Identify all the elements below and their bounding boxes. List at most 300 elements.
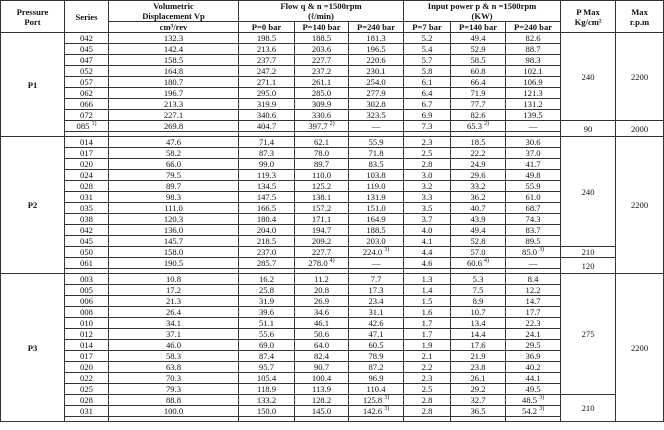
value-cell-f0-value: 118.9 bbox=[256, 384, 277, 394]
value-cell-f0-value: 285.7 bbox=[256, 258, 277, 268]
value-cell-f0 bbox=[239, 44, 295, 55]
value-cell-f140 bbox=[295, 159, 349, 170]
value-cell-f140 bbox=[295, 285, 349, 296]
value-cell-p7 bbox=[404, 318, 451, 329]
value-cell-f240 bbox=[349, 99, 404, 110]
value-cell-p140 bbox=[451, 55, 506, 66]
value-cell-p7 bbox=[404, 307, 451, 318]
value-cell-f140-value: 11.2 bbox=[314, 274, 329, 284]
value-cell-f0 bbox=[239, 247, 295, 258]
value-cell-disp bbox=[109, 99, 239, 110]
value-cell-f0-value: 180.4 bbox=[256, 214, 277, 224]
value-cell-p240 bbox=[506, 362, 561, 373]
value-cell-f240-value: 110.4 bbox=[366, 384, 386, 394]
table-row bbox=[1, 137, 664, 148]
value-cell-p140-value: 49.4 bbox=[470, 225, 486, 235]
value-cell-f140 bbox=[295, 181, 349, 192]
value-cell-p240-value: 29.5 bbox=[525, 340, 541, 350]
value-cell-disp bbox=[109, 159, 239, 170]
value-cell-f240 bbox=[349, 203, 404, 214]
value-cell-p240-value: 48.5 bbox=[522, 395, 538, 405]
value-cell-p140 bbox=[451, 296, 506, 307]
value-cell-p7-value: 1.4 bbox=[421, 285, 433, 295]
value-cell-p240 bbox=[506, 285, 561, 296]
series-cell-value: 031 bbox=[80, 192, 93, 202]
value-cell-p240-value: 55.9 bbox=[525, 181, 541, 191]
value-cell-disp bbox=[109, 225, 239, 236]
value-cell-f140 bbox=[295, 395, 349, 406]
value-cell-p240-value: 12.2 bbox=[525, 285, 541, 295]
series-cell-value: 045 bbox=[80, 236, 93, 246]
value-cell-disp bbox=[109, 340, 239, 351]
value-cell-f140-value: 188.5 bbox=[311, 33, 332, 43]
value-cell-f140 bbox=[295, 170, 349, 181]
series-cell bbox=[65, 214, 109, 225]
series-cell-value: 017 bbox=[80, 351, 93, 361]
value-cell-p140-value: 13.4 bbox=[470, 318, 486, 328]
value-cell-p140 bbox=[451, 247, 506, 258]
value-cell-f240-value: 196.5 bbox=[366, 44, 386, 54]
value-cell-disp-value: 21.3 bbox=[165, 296, 182, 306]
value-cell-p7 bbox=[404, 395, 451, 406]
value-cell-disp-value: 37.1 bbox=[165, 329, 182, 339]
value-cell-p7 bbox=[404, 362, 451, 373]
value-cell-p140-value: 77.7 bbox=[470, 99, 486, 109]
value-cell-disp-value: 70.3 bbox=[165, 373, 182, 383]
value-cell-p140 bbox=[451, 225, 506, 236]
series-cell-value: 052 bbox=[80, 66, 93, 76]
value-cell-disp bbox=[109, 148, 239, 159]
value-cell-p7-value: 3.2 bbox=[421, 181, 433, 191]
pressure-port-p3: P3 bbox=[1, 274, 65, 422]
value-cell-p140-value: 21.9 bbox=[470, 351, 486, 361]
series-cell bbox=[65, 203, 109, 214]
value-cell-f240-value: 71.8 bbox=[368, 148, 384, 158]
value-cell-f140-value: 89.7 bbox=[313, 159, 330, 169]
value-cell-disp-value: 79.5 bbox=[165, 170, 182, 180]
value-cell-f0 bbox=[239, 285, 295, 296]
value-cell-f240-value: 78.9 bbox=[368, 351, 384, 361]
value-cell-p7-value: 3.3 bbox=[421, 192, 433, 202]
value-cell-disp-value: 158.5 bbox=[163, 55, 184, 65]
value-cell-f0 bbox=[239, 395, 295, 406]
value-cell-p140-value: 32.7 bbox=[470, 395, 486, 405]
value-cell-f0-value: 16.2 bbox=[258, 274, 275, 284]
series-cell-value: 014 bbox=[80, 137, 93, 147]
value-cell-p140 bbox=[451, 170, 506, 181]
value-cell-p7-value: 1.7 bbox=[421, 329, 433, 339]
value-cell-f140 bbox=[295, 33, 349, 44]
value-cell-p7 bbox=[404, 225, 451, 236]
value-cell-f140-value: 34.6 bbox=[313, 307, 330, 317]
value-cell-f0-value: 271.1 bbox=[256, 77, 277, 87]
value-cell-f140-value: 46.1 bbox=[313, 318, 330, 328]
value-cell-f0-value: 147.5 bbox=[256, 192, 277, 202]
value-cell-f0-value: 71.4 bbox=[258, 137, 275, 147]
value-cell-f140-value: 110.0 bbox=[311, 170, 332, 180]
value-cell-f0 bbox=[239, 159, 295, 170]
value-cell-disp-value: 26.4 bbox=[165, 307, 182, 317]
value-cell-f0 bbox=[239, 33, 295, 44]
max-rpm-value: 2200 bbox=[616, 137, 664, 274]
value-cell-f240 bbox=[349, 214, 404, 225]
series-cell bbox=[65, 55, 109, 66]
value-cell-f0 bbox=[239, 137, 295, 148]
value-cell-p140 bbox=[451, 192, 506, 203]
value-cell-p7-value: 1.7 bbox=[421, 318, 433, 328]
value-cell-p7 bbox=[404, 203, 451, 214]
value-cell-f0 bbox=[239, 110, 295, 121]
value-cell-p240-value: 106.9 bbox=[523, 77, 543, 87]
value-cell-f140-value: 171.1 bbox=[311, 214, 332, 224]
value-cell-f0-value: 237.7 bbox=[256, 55, 277, 65]
value-cell-p240-value: 41.7 bbox=[525, 159, 541, 169]
max-rpm-value: 2200 bbox=[616, 274, 664, 422]
value-cell-f0 bbox=[239, 88, 295, 99]
value-cell-p240-value: 61.0 bbox=[525, 192, 541, 202]
value-cell-f240 bbox=[349, 307, 404, 318]
value-cell-p240 bbox=[506, 236, 561, 247]
value-cell-disp-value: 190.5 bbox=[163, 258, 184, 268]
header-pmax: P Max Kg/cm² bbox=[561, 1, 616, 33]
spacer-cell bbox=[451, 417, 506, 422]
pmax-value: 120 bbox=[561, 258, 616, 274]
value-cell-disp bbox=[109, 192, 239, 203]
value-cell-p140-value: 43.9 bbox=[470, 214, 486, 224]
value-cell-f0-value: 105.4 bbox=[256, 373, 277, 383]
pmax-value: 240 bbox=[561, 33, 616, 121]
value-cell-p140-value: 23.8 bbox=[470, 362, 486, 372]
value-cell-disp bbox=[109, 247, 239, 258]
header-flow-p140: P=140 bar bbox=[295, 22, 349, 33]
series-cell bbox=[65, 77, 109, 88]
value-cell-p140-value: 7.5 bbox=[472, 285, 484, 295]
table-row bbox=[1, 247, 664, 258]
value-cell-p140 bbox=[451, 340, 506, 351]
value-cell-f140-value: 128.2 bbox=[311, 395, 332, 405]
value-cell-f240-value: 151.0 bbox=[366, 203, 386, 213]
value-cell-f0-value: 237.0 bbox=[256, 247, 277, 257]
value-cell-f140 bbox=[295, 296, 349, 307]
value-cell-f240 bbox=[349, 351, 404, 362]
value-cell-p140 bbox=[451, 318, 506, 329]
value-cell-p7-value: 1.6 bbox=[421, 307, 433, 317]
value-cell-p7-value: 2.3 bbox=[421, 137, 433, 147]
value-cell-disp bbox=[109, 236, 239, 247]
value-cell-f140 bbox=[295, 236, 349, 247]
value-cell-p7 bbox=[404, 340, 451, 351]
value-cell-p240 bbox=[506, 340, 561, 351]
value-cell-disp bbox=[109, 395, 239, 406]
value-cell-p240 bbox=[506, 77, 561, 88]
value-cell-disp-value: 111.0 bbox=[164, 203, 183, 213]
value-cell-f0 bbox=[239, 406, 295, 417]
value-cell-f140 bbox=[295, 77, 349, 88]
value-cell-p140 bbox=[451, 148, 506, 159]
value-cell-f0 bbox=[239, 274, 295, 285]
value-cell-f0-value: 204.0 bbox=[256, 225, 277, 235]
value-cell-f140 bbox=[295, 406, 349, 417]
value-cell-p140-value: 14.4 bbox=[470, 329, 486, 339]
value-cell-f240-value: 188.5 bbox=[366, 225, 386, 235]
value-cell-p140 bbox=[451, 285, 506, 296]
value-cell-f240-value: 220.6 bbox=[366, 55, 386, 65]
value-cell-f140-value: 100.4 bbox=[311, 373, 332, 383]
value-cell-f0 bbox=[239, 307, 295, 318]
table-row bbox=[1, 121, 664, 132]
value-cell-p140 bbox=[451, 33, 506, 44]
value-cell-p140-value: 29.6 bbox=[470, 170, 486, 180]
value-cell-f0-value: 69.0 bbox=[258, 340, 275, 350]
value-cell-disp bbox=[109, 181, 239, 192]
value-cell-f140-value: 26.9 bbox=[313, 296, 330, 306]
value-cell-disp-value: 58.2 bbox=[165, 148, 182, 158]
series-cell bbox=[65, 258, 109, 269]
value-cell-f240-value: 164.9 bbox=[366, 214, 386, 224]
value-cell-f140 bbox=[295, 192, 349, 203]
value-cell-p7-value: 2.5 bbox=[421, 148, 433, 158]
value-cell-disp bbox=[109, 307, 239, 318]
header-max-rpm: Max r.p.m bbox=[616, 1, 664, 33]
value-cell-p7-value: 3.5 bbox=[421, 203, 433, 213]
value-cell-p240-value: 36.9 bbox=[525, 351, 541, 361]
value-cell-p7 bbox=[404, 406, 451, 417]
value-cell-f0 bbox=[239, 236, 295, 247]
value-cell-p140-value: 36.2 bbox=[470, 192, 486, 202]
value-cell-f140-value: 237.2 bbox=[311, 66, 332, 76]
value-cell-f140-value: 209.2 bbox=[311, 236, 332, 246]
value-cell-f140 bbox=[295, 340, 349, 351]
value-cell-p240-value: 44.1 bbox=[525, 373, 541, 383]
value-cell-f240-value: 17.3 bbox=[368, 285, 384, 295]
value-cell-disp bbox=[109, 44, 239, 55]
value-cell-disp bbox=[109, 55, 239, 66]
value-cell-f240 bbox=[349, 88, 404, 99]
value-cell-disp-value: 34.1 bbox=[165, 318, 182, 328]
value-cell-p240-value: 131.2 bbox=[523, 99, 543, 109]
value-cell-p240 bbox=[506, 33, 561, 44]
value-cell-p240 bbox=[506, 88, 561, 99]
series-cell bbox=[65, 247, 109, 258]
value-cell-p7-value: 2.1 bbox=[421, 351, 433, 361]
value-cell-p140-value: 82.6 bbox=[470, 110, 486, 120]
value-cell-f240-value: 230.1 bbox=[366, 66, 386, 76]
value-cell-f0 bbox=[239, 121, 295, 132]
value-cell-p7 bbox=[404, 247, 451, 258]
series-cell-value: 061 bbox=[80, 258, 93, 268]
value-cell-f0 bbox=[239, 148, 295, 159]
value-cell-f140-value: 194.7 bbox=[311, 225, 332, 235]
value-cell-f140 bbox=[295, 121, 349, 132]
value-cell-p7 bbox=[404, 351, 451, 362]
value-cell-p7-value: 6.4 bbox=[421, 88, 433, 98]
value-cell-disp bbox=[109, 351, 239, 362]
value-cell-p7 bbox=[404, 110, 451, 121]
value-cell-f240 bbox=[349, 121, 404, 132]
footnote-ref: 3) bbox=[539, 395, 545, 402]
series-cell-value: 042 bbox=[80, 225, 93, 235]
value-cell-f140 bbox=[295, 247, 349, 258]
value-cell-f240 bbox=[349, 170, 404, 181]
value-cell-f140 bbox=[295, 110, 349, 121]
series-cell-value: 045 bbox=[80, 44, 93, 54]
value-cell-p7-value: 2.5 bbox=[421, 384, 433, 394]
value-cell-p7 bbox=[404, 88, 451, 99]
series-cell-value: 062 bbox=[80, 88, 93, 98]
value-cell-f240-value: 7.7 bbox=[370, 274, 382, 284]
spacer-cell bbox=[239, 417, 295, 422]
footnote-ref: 3) bbox=[539, 247, 545, 254]
value-cell-p7 bbox=[404, 159, 451, 170]
footnote-ref: 4) bbox=[329, 258, 335, 265]
footnote-ref: 4) bbox=[484, 258, 490, 265]
value-cell-f140-value: 203.6 bbox=[311, 44, 332, 54]
spec-table-body bbox=[1, 33, 664, 422]
series-cell-value: 017 bbox=[80, 148, 93, 158]
value-cell-p7-value: 4.0 bbox=[421, 225, 433, 235]
value-cell-p7 bbox=[404, 329, 451, 340]
value-cell-p140 bbox=[451, 44, 506, 55]
value-cell-f0 bbox=[239, 318, 295, 329]
value-cell-f0 bbox=[239, 225, 295, 236]
value-cell-p240-value: 14.7 bbox=[525, 296, 541, 306]
value-cell-f0 bbox=[239, 203, 295, 214]
footnote-ref: 3) bbox=[384, 247, 390, 254]
value-cell-disp bbox=[109, 296, 239, 307]
value-cell-f0 bbox=[239, 181, 295, 192]
value-cell-p7-value: 5.2 bbox=[421, 33, 433, 43]
value-cell-f240-value: 277.9 bbox=[366, 88, 386, 98]
value-cell-disp bbox=[109, 274, 239, 285]
value-cell-f0-value: 25.8 bbox=[258, 285, 275, 295]
value-cell-p7 bbox=[404, 384, 451, 395]
footnote-ref: 3) bbox=[384, 395, 390, 402]
pmax-value: 240 bbox=[561, 137, 616, 247]
value-cell-f140-value: 309.9 bbox=[311, 99, 332, 109]
value-cell-f0 bbox=[239, 77, 295, 88]
value-cell-f140-value: 157.2 bbox=[311, 203, 332, 213]
table-row bbox=[1, 395, 664, 406]
pressure-port-p2: P2 bbox=[1, 137, 65, 274]
series-cell bbox=[65, 137, 109, 148]
value-cell-p240 bbox=[506, 170, 561, 181]
value-cell-p7-value: 2.2 bbox=[421, 362, 433, 372]
series-cell bbox=[65, 318, 109, 329]
spacer-cell bbox=[65, 417, 109, 422]
value-cell-p7-value: 2.3 bbox=[421, 373, 433, 383]
value-cell-p240 bbox=[506, 99, 561, 110]
value-cell-f0 bbox=[239, 258, 295, 269]
series-cell bbox=[65, 351, 109, 362]
value-cell-p7 bbox=[404, 66, 451, 77]
value-cell-f240 bbox=[349, 77, 404, 88]
value-cell-f0 bbox=[239, 340, 295, 351]
value-cell-f240-value: 119.0 bbox=[366, 181, 386, 191]
value-cell-disp-value: 58.3 bbox=[165, 351, 182, 361]
value-cell-f140-value: 64.0 bbox=[313, 340, 330, 350]
footnote-ref: 2) bbox=[484, 121, 490, 128]
value-cell-p7-value: 4.1 bbox=[421, 236, 433, 246]
value-cell-f140-value: 285.0 bbox=[311, 88, 332, 98]
value-cell-f240 bbox=[349, 225, 404, 236]
value-cell-p240 bbox=[506, 214, 561, 225]
value-cell-f240 bbox=[349, 340, 404, 351]
value-cell-disp bbox=[109, 285, 239, 296]
value-cell-p140-value: 65.3 bbox=[467, 121, 483, 131]
value-cell-f240-value: 60.5 bbox=[368, 340, 384, 350]
header-input-power: Input power p & n =1500rpm (KW) bbox=[404, 1, 561, 22]
max-rpm-value: 2200 bbox=[616, 33, 664, 121]
value-cell-p240 bbox=[506, 110, 561, 121]
value-cell-p240-value: 37.0 bbox=[525, 148, 541, 158]
value-cell-p240-value: 49.5 bbox=[525, 384, 541, 394]
value-cell-disp-value: 98.3 bbox=[165, 192, 182, 202]
value-cell-f0-value: 213.6 bbox=[256, 44, 277, 54]
value-cell-f0-value: 95.7 bbox=[258, 362, 275, 372]
value-cell-disp-value: 164.8 bbox=[163, 66, 184, 76]
value-cell-p140-value: 40.7 bbox=[470, 203, 486, 213]
value-cell-p140-value: 60.6 bbox=[467, 258, 483, 268]
footnote-ref: 1) bbox=[91, 121, 97, 128]
value-cell-f240-value: 83.5 bbox=[368, 159, 384, 169]
series-cell-value: 024 bbox=[80, 170, 93, 180]
value-cell-f0-value: 340.6 bbox=[256, 110, 277, 120]
value-cell-p240 bbox=[506, 406, 561, 417]
value-cell-p7 bbox=[404, 33, 451, 44]
value-cell-f240 bbox=[349, 55, 404, 66]
value-cell-f0-value: 218.5 bbox=[256, 236, 277, 246]
value-cell-p240 bbox=[506, 258, 561, 269]
value-cell-p7-value: 1.3 bbox=[421, 274, 433, 284]
value-cell-p240 bbox=[506, 55, 561, 66]
value-cell-p7-value: 5.7 bbox=[421, 55, 433, 65]
value-cell-p140 bbox=[451, 373, 506, 384]
series-cell-value: 025 bbox=[80, 384, 93, 394]
value-cell-p240 bbox=[506, 159, 561, 170]
series-cell-value: 050 bbox=[80, 247, 93, 257]
value-cell-f240-value: 142.6 bbox=[362, 406, 383, 416]
value-cell-p7 bbox=[404, 373, 451, 384]
value-cell-disp-value: 158.0 bbox=[163, 247, 184, 257]
value-cell-p140 bbox=[451, 203, 506, 214]
series-cell bbox=[65, 225, 109, 236]
value-cell-f140 bbox=[295, 258, 349, 269]
value-cell-p7-value: 4.6 bbox=[421, 258, 433, 268]
value-cell-p140-value: 18.5 bbox=[470, 137, 486, 147]
series-cell-value: 028 bbox=[80, 395, 93, 405]
value-cell-f0-value: 150.0 bbox=[256, 406, 277, 416]
value-cell-p7 bbox=[404, 258, 451, 269]
value-cell-f140-value: 82.4 bbox=[313, 351, 330, 361]
value-cell-f240 bbox=[349, 285, 404, 296]
value-cell-p240-value: 8.4 bbox=[527, 274, 539, 284]
series-cell-value: 022 bbox=[80, 373, 93, 383]
value-cell-f0-value: 87.3 bbox=[258, 148, 275, 158]
value-cell-p7-value: 3.0 bbox=[421, 170, 433, 180]
pmax-value: 90 bbox=[561, 121, 616, 137]
value-cell-p140-value: 26.1 bbox=[470, 373, 486, 383]
series-cell-value: 035 bbox=[80, 203, 93, 213]
value-cell-f140-value: 330.6 bbox=[311, 110, 332, 120]
value-cell-disp-value: 88.8 bbox=[165, 395, 182, 405]
value-cell-f140 bbox=[295, 384, 349, 395]
series-cell bbox=[65, 395, 109, 406]
value-cell-p140-value: 17.6 bbox=[470, 340, 486, 350]
value-cell-p240 bbox=[506, 307, 561, 318]
value-cell-disp-value: 79.3 bbox=[165, 384, 182, 394]
value-cell-f0-value: 87.4 bbox=[258, 351, 275, 361]
value-cell-f140-value: 62.1 bbox=[313, 137, 330, 147]
